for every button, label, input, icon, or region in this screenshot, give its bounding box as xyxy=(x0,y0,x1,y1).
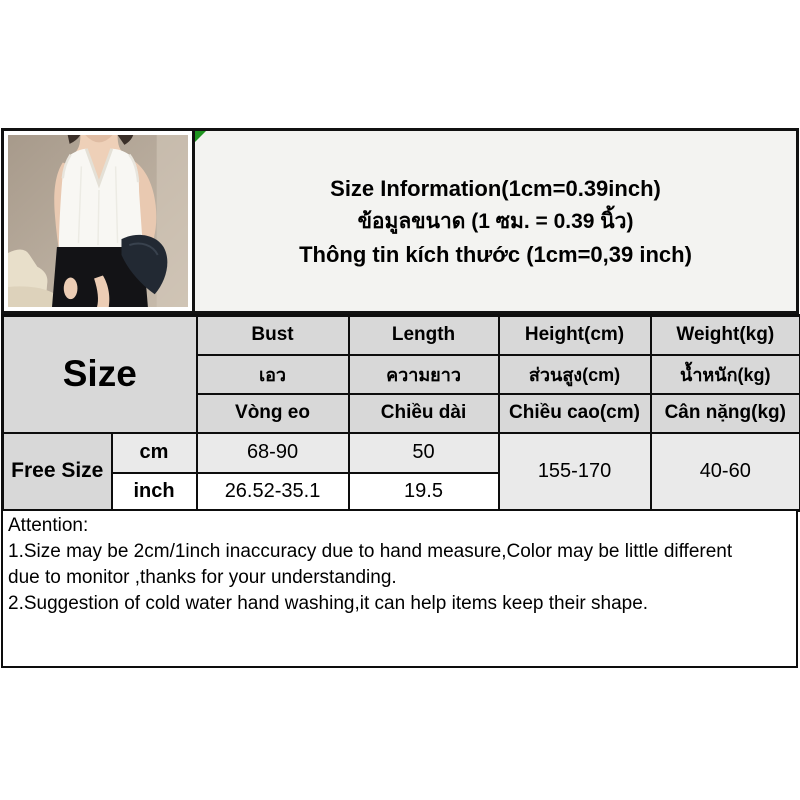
unit-cm-cell: cm xyxy=(112,433,197,473)
header-weight-vi: Cân nặng(kg) xyxy=(651,394,800,433)
attention-note-2: 2.Suggestion of cold water hand washing,it can help items keep their shape. xyxy=(8,593,649,614)
title-cell xyxy=(195,128,799,314)
header-height-th: ส่วนสูง(cm) xyxy=(499,355,651,394)
value-bust-cm: 68-90 xyxy=(197,433,349,473)
model-photo-illustration xyxy=(8,135,188,307)
size-table xyxy=(1,314,800,512)
header-weight-th: น้ำหนัก(kg) xyxy=(651,355,800,394)
header-weight-en: Weight(kg) xyxy=(651,316,800,355)
title-english: Size Information(1cm=0.39inch) xyxy=(330,175,661,201)
header-length-th: ความยาว xyxy=(349,355,499,394)
size-name-cell: Free Size xyxy=(3,433,112,511)
header-height-vi: Chiều cao(cm) xyxy=(499,394,651,433)
product-photo xyxy=(1,128,195,314)
value-bust-inch: 26.52-35.1 xyxy=(197,473,349,511)
cell-corner-marker-icon xyxy=(195,131,206,142)
value-weight-range: 40-60 xyxy=(651,433,800,511)
header-bust-en: Bust xyxy=(197,316,349,355)
unit-inch-cell: inch xyxy=(112,473,197,511)
header-length-en: Length xyxy=(349,316,499,355)
attention-heading: Attention: xyxy=(8,515,89,536)
header-length-vi: Chiều dài xyxy=(349,394,499,433)
header-row-en xyxy=(3,316,800,355)
value-length-cm: 50 xyxy=(349,433,499,473)
value-height-range: 155-170 xyxy=(499,433,651,511)
header-height-en: Height(cm) xyxy=(499,316,651,355)
header-bust-vi: Vòng eo xyxy=(197,394,349,433)
value-length-inch: 19.5 xyxy=(349,473,499,511)
corner-size-cell: Size xyxy=(3,316,197,433)
attention-note-1: 1.Size may be 2cm/1inch inaccuracy due to hand measure,Color may be little different due to monitor ,thanks for your understanding. xyxy=(8,541,733,588)
data-row-cm xyxy=(3,433,800,473)
title-vietnamese: Thông tin kích thước (1cm=0,39 inch) xyxy=(299,241,692,267)
header-bust-th: เอว xyxy=(197,355,349,394)
title-thai: ข้อมูลขนาด (1 ซม. = 0.39 นิ้ว) xyxy=(357,209,634,233)
attention-box xyxy=(1,509,798,668)
